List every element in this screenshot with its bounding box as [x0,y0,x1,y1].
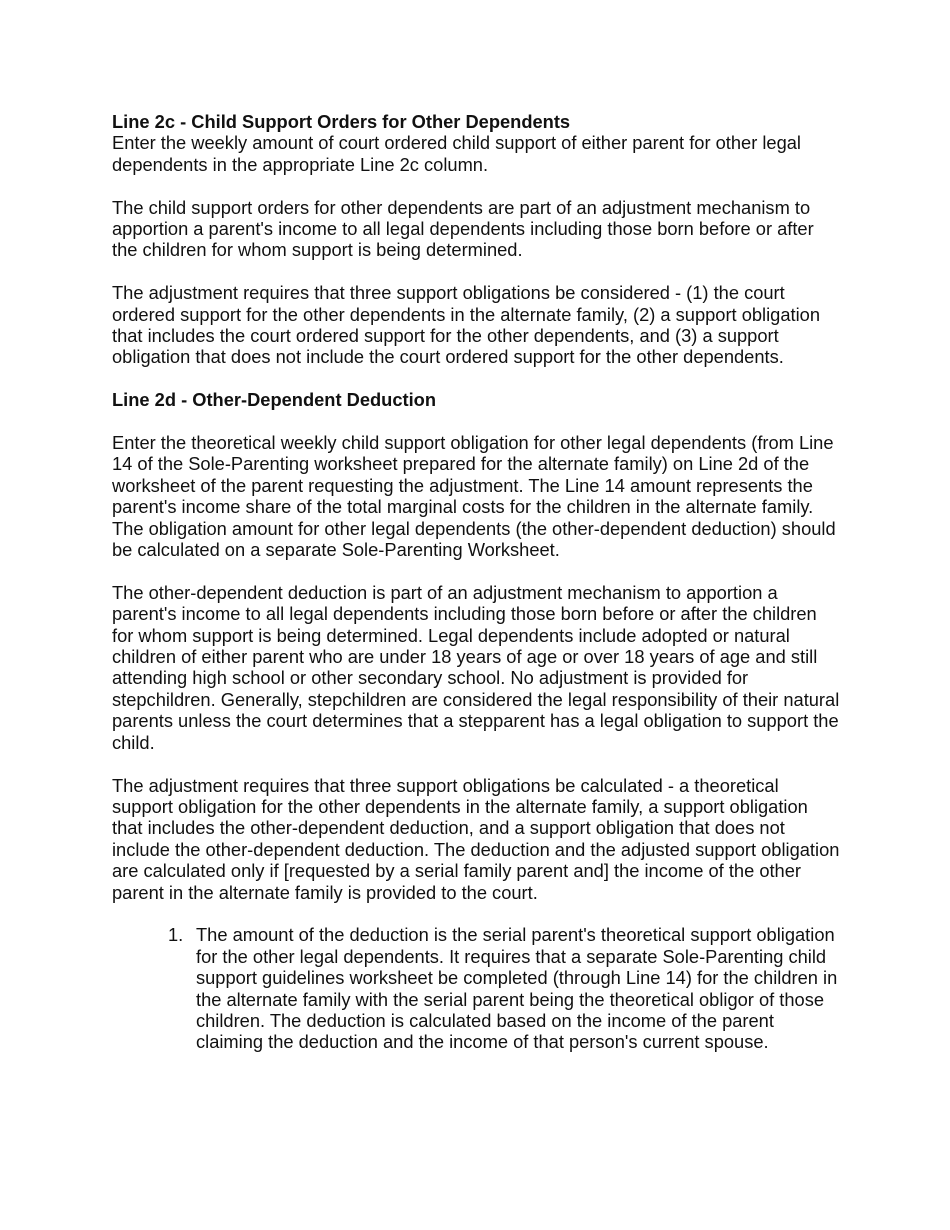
document-page [112,111,842,1053]
list-item-number: 1. [168,924,184,946]
section-2d-heading: Line 2d - Other-Dependent Deduction [112,389,436,411]
section-2c-paragraph-2: The adjustment requires that three support obligations be considered - (1) the court ordered support for the other dependents in the alternate family, (2) a support obligation that includes the court ordered support for the other dependents, and (3) a support obligation that does not include the court ordered support for the other dependents. [112,282,820,368]
deduction-list [112,924,842,1052]
section-2d-paragraph-3: The adjustment requires that three support obligations be calculated - a theoretical support obligation for the other dependents in the alternate family, a support obligation that includes the other-dependent deduction, and a support obligation that does not include the other-dependent deduction. The deduction and the adjusted support obligation are calculated only if [requested by a serial family parent and] the income of the other parent in the alternate family is provided to the court. [112,774,840,903]
list-item [112,924,842,1052]
section-2c-intro: Enter the weekly amount of court ordered child support of either parent for other legal dependents in the appropriate Line 2c column. [112,132,801,175]
section-2d-paragraph-1: Enter the theoretical weekly child support obligation for other legal dependents (from Line 14 of the Sole-Parenting worksheet prepared for the alternate family) on Line 2d of the worksheet of the parent requesting the adjustment. The Line 14 amount represents the parent's income share of the total marginal costs for the children in the alternate family. The obligation amount for other legal dependents (the other-dependent deduction) should be calculated on a separate Sole-Parenting Worksheet. [112,432,836,561]
section-2c-paragraph-1: The child support orders for other dependents are part of an adjustment mechanism to apportion a parent's income to all legal dependents including those born before or after the children for whom support is being determined. [112,196,814,261]
list-item-text: The amount of the deduction is the serial parent's theoretical support obligation for the other legal dependents. It requires that a separate Sole-Parenting child support guidelines worksheet be completed (through Line 14) for the children in the alternate family with the serial parent being the theoretical obligor of those children. The deduction is calculated based on the income of the parent claiming the deduction and the income of that person's current spouse. [196,924,838,1053]
section-2c-heading: Line 2c - Child Support Orders for Other Dependents [112,111,571,132]
section-2d-paragraph-2: The other-dependent deduction is part of an adjustment mechanism to apportion a parent's income to all legal dependents including those born before or after the children for whom support is being determined. Legal dependents include adopted or natural children of either parent who are under 18 years of age or over 18 years of age and still attending high school or other secondary school. No adjustment is provided for stepchildren. Generally, stepchildren are considered the legal responsibility of their natural parents unless the court determines that a stepparent has a legal obligation to support the child. [112,581,840,753]
